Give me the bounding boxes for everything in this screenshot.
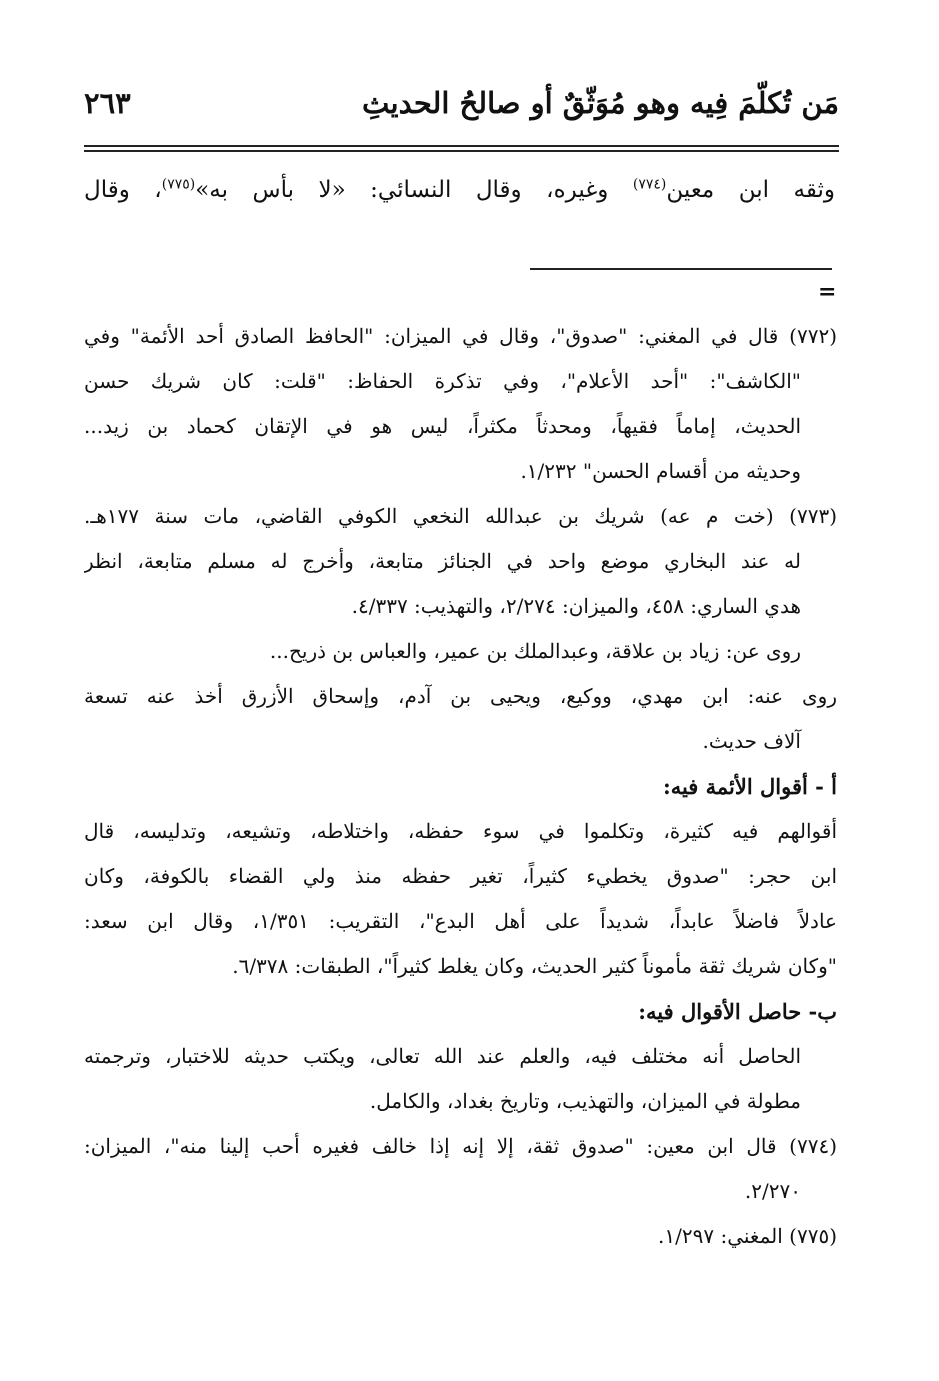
footnote-line: روى عنه: ابن مهدي، ووكيع، ويحيى بن آدم، وإسحاق الأزرق أخذ عنه تسعة — [84, 684, 837, 708]
footnote-line: ابن حجر: "صدوق يخطيء كثيراً، تغير حفظه منذ ولي القضاء بالكوفة، وكان — [84, 864, 837, 888]
footnote-line: الحاصل أنه مختلف فيه، والعلم عند الله تعالى، ويكتب حديثه للاختبار، وترجمته — [84, 1044, 801, 1068]
footnote-line: (٧٧٤) قال ابن معين: "صدوق ثقة، إلا إنه إذا خالف فغيره أحب إلينا منه"، الميزان: — [84, 1134, 837, 1158]
section-heading-b: ب- حاصل الأقوال فيه: — [638, 999, 837, 1024]
main-text-segment: وغيره، وقال النسائي: «لا بأس به» — [195, 177, 633, 203]
page-header — [84, 82, 839, 142]
footnote-line: روى عن: زياد بن علاقة، وعبدالملك بن عمير، والعباس بن ذريح... — [269, 639, 801, 663]
page-number: ٢٦٣ — [84, 86, 131, 120]
footnote-line: الحديث، إماماً فقيهاً، ومحدثاً مكثراً، ليس هو في الإتقان كحماد بن زيد... — [84, 414, 801, 438]
footnote-line: ٢/٢٧٠. — [744, 1179, 801, 1203]
footnote-line: "الكاشف": "أحد الأعلام"، وفي تذكرة الحفاظ: "قلت: كان شريك حسن — [84, 369, 801, 393]
main-text-segment: وثقه ابن معين — [666, 177, 836, 203]
footnote-line: مطولة في الميزان، والتهذيب، وتاريخ بغداد، والكامل. — [369, 1089, 801, 1113]
footnote-line: عادلاً فاضلاً عابداً، شديداً على أهل البدع"، التقريب: ١/٣٥١، وقال ابن سعد: — [84, 909, 837, 933]
section-heading-a: أ - أقوال الأئمة فيه: — [662, 774, 837, 799]
footnote-line: (٧٧٣) (خت م عه) شريك بن عبدالله النخعي الكوفي القاضي، مات سنة ١٧٧هـ. — [84, 504, 837, 528]
footnote-reference-775[interactable]: (٧٧٥) — [161, 176, 196, 193]
footnote-continuation-mark: = — [818, 279, 837, 305]
footnote-line: (٧٧٢) قال في المغني: "صدوق"، وقال في الميزان: "الحافظ الصادق أحد الأئمة" وفي — [84, 324, 837, 348]
footnote-line: آلاف حديث. — [702, 729, 801, 753]
footnotes — [84, 314, 837, 1259]
footnote-line: هدي الساري: ٤٥٨، والميزان: ٢/٢٧٤، والتهذيب: ٤/٣٣٧. — [351, 594, 801, 618]
footnote-line: وحديثه من أقسام الحسن" ١/٢٣٢. — [520, 459, 801, 483]
footnote-separator — [530, 268, 832, 270]
footnote-line: (٧٧٥) المغني: ١/٢٩٧. — [658, 1224, 837, 1248]
running-title: مَن تُكلّمَ فِيه وهو مُوَثّقٌ أو صالحُ الحديثِ — [362, 86, 839, 120]
header-double-rule — [84, 145, 839, 152]
footnote-line: "وكان شريك ثقة مأموناً كثير الحديث، وكان يغلط كثيراً"، الطبقات: ٦/٣٧٨. — [232, 954, 837, 978]
main-text-segment: ، وقال — [84, 177, 162, 203]
main-text-line — [84, 168, 835, 212]
footnote-line: له عند البخاري موضع واحد في الجنائز متابعة، وأخرج له مسلم متابعة، انظر — [84, 549, 801, 573]
footnote-line: أقوالهم فيه كثيرة، وتكلموا في سوء حفظه، واختلاطه، وتشيعه، وتدليسه، قال — [84, 819, 837, 843]
footnote-reference-774[interactable]: (٧٧٤) — [632, 176, 667, 193]
